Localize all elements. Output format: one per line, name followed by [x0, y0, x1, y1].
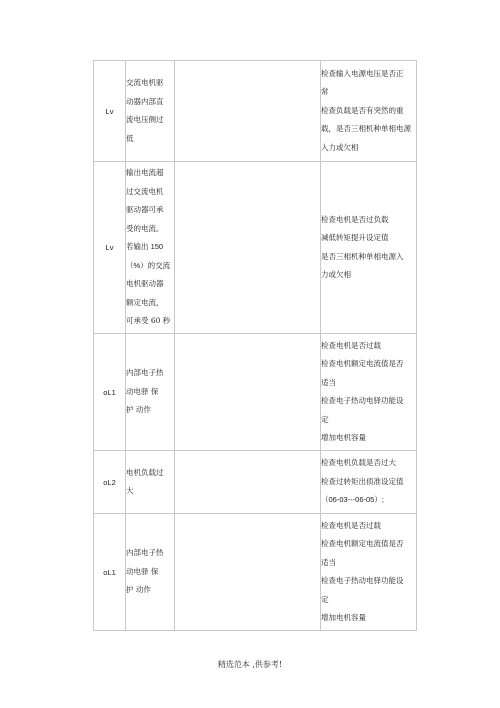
remedy-line: 检查过转矩出侦准设定值 — [321, 476, 404, 486]
table-row — [94, 162, 417, 334]
description-line: 低 — [126, 133, 134, 143]
remedy-line: 力或欠相 — [321, 270, 351, 279]
empty-cell — [175, 61, 321, 162]
remedy-line: 增加电机容量 — [321, 613, 366, 622]
fault-code: oL2 — [94, 451, 126, 514]
remedy-line: 入力或欠相 — [321, 142, 359, 152]
table-row — [94, 334, 417, 451]
remedy-line: 检查电机额定电流值是否 — [321, 359, 404, 368]
remedy-line: 检查电机负载是否过大 — [321, 458, 396, 468]
remedy-line: 检查电机额定电流值是否 — [321, 539, 404, 548]
remedy-line: 检查输入电源电压是否正 — [321, 68, 404, 78]
remedy-line: 检查电子热动电驿功能设 — [321, 396, 404, 405]
fault-description — [126, 514, 175, 631]
empty-cell — [175, 162, 321, 334]
fault-remedy — [321, 334, 417, 451]
description-line: 护 动作 — [126, 585, 151, 595]
fault-code: oL1 — [94, 334, 126, 451]
remedy-line: 适当 — [321, 377, 336, 387]
remedy-line: 检查电子热动电驿功能设 — [321, 576, 404, 585]
fault-code: Lv — [94, 61, 126, 162]
remedy-line: 检查电机是否过载 — [321, 520, 381, 530]
remedy-line: 常 — [321, 87, 329, 97]
description-line: 动器内部直 — [126, 96, 164, 106]
description-line: 内部电子热 — [126, 368, 164, 378]
fault-description — [126, 334, 175, 451]
page-footer: 精选范本 ,供参考! — [217, 660, 283, 669]
description-line: （%）的交流 — [126, 260, 171, 270]
remedy-line: 减低转矩提升设定值 — [321, 233, 389, 242]
description-line: 电机负载过 — [126, 467, 164, 477]
description-line: 内部电子热 — [126, 548, 164, 558]
description-line: 交流电机驱 — [126, 78, 164, 87]
description-line: 过交流电机 — [126, 186, 164, 196]
description-line: 驱动器可承 — [126, 205, 164, 215]
fault-remedy — [321, 451, 417, 514]
fault-description — [126, 451, 175, 514]
fault-description — [126, 61, 175, 162]
remedy-line: 定 — [321, 594, 329, 604]
description-line: 护 动作 — [126, 405, 151, 415]
description-line: 额定电流， — [126, 297, 164, 307]
remedy-line: 载，是否三相机种单相电源 — [321, 124, 411, 134]
description-line: 电机驱动器 — [126, 279, 164, 289]
empty-cell — [175, 334, 321, 451]
remedy-line: 增加电机容量 — [321, 433, 366, 442]
empty-cell — [175, 451, 321, 514]
fault-code-table — [93, 60, 417, 631]
fault-remedy — [321, 514, 417, 631]
fault-code: Lv — [94, 162, 126, 334]
table-row — [94, 514, 417, 631]
fault-remedy — [321, 61, 417, 162]
table-row — [94, 451, 417, 514]
remedy-line: 检查电机是否过载 — [321, 340, 381, 350]
description-line: 若输出 150 — [126, 242, 164, 252]
fault-remedy — [321, 162, 417, 334]
empty-cell — [175, 514, 321, 631]
description-line: 流电压侧过 — [126, 115, 164, 124]
description-line: 受的电流。 — [126, 223, 164, 233]
fault-code: oL1 — [94, 514, 126, 631]
remedy-line: 是否三相机种单相电源入 — [321, 251, 404, 261]
table-row — [94, 61, 417, 162]
description-line: 动电驿 保 — [126, 566, 159, 576]
remedy-line: 检查电机是否过负载 — [321, 214, 389, 224]
description-line: 可承受 60 秒 — [126, 316, 171, 326]
description-line: 动电驿 保 — [126, 386, 159, 396]
remedy-line: 适当 — [321, 557, 336, 567]
remedy-line: （06-03---06-05）; — [321, 495, 384, 505]
remedy-line: 检查负载是否有突然的重 — [321, 105, 404, 115]
fault-description — [126, 162, 175, 334]
remedy-line: 定 — [321, 414, 329, 424]
description-line: 大 — [126, 486, 134, 495]
description-line: 输出电流超 — [126, 168, 164, 178]
